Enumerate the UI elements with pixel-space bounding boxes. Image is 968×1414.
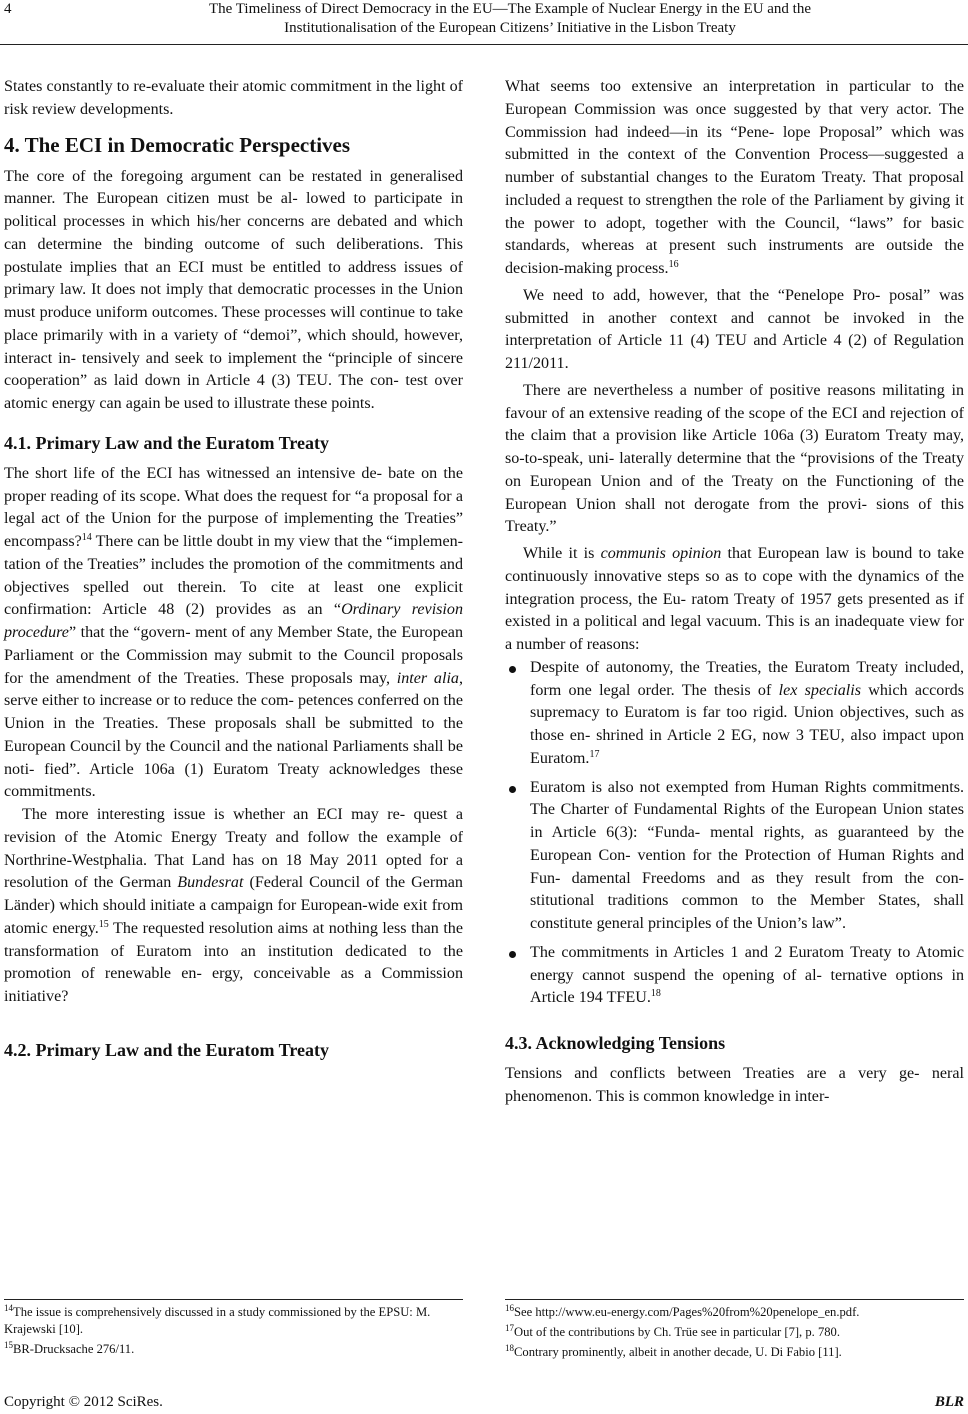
running-title-line-2: Institutionalisation of the European Citizens’ Initiative in the Lisbon Treaty: [284, 19, 736, 36]
list-item: Despite of autonomy, the Treaties, the Euratom Treaty included, form one legal order. The thesis of lex specialis which accords supremacy to Euratom is far too rigid. Union objectives, such as those en- shrined in Article 2 EG, now 3 TEU, also impact upon Euratom.$^{17}$: [505, 657, 964, 771]
bullet-icon: [509, 951, 516, 958]
paragraph-4-1-b: The more interesting issue is whether an ECI may re- quest a revision of the Atomic Energy Treaty and follow the example of Northrine-Westphalia. That Land has on 18 May 2011 opted for a resolution of the German Bundesrat (Federal Council of the German Länder) which should initiate a campaign for European-wide exit from atomic energy.$^{15}$ The requested resolution aims at nothing less than the transformation of Euratom into an institution dedicated to the promotion of renewable en- ergy, conceivable as a Commission initiative?: [4, 806, 463, 1005]
bullet-icon: [509, 666, 516, 673]
footnote-ref-16[interactable]: 16: [668, 259, 679, 270]
paragraph-4-1-a: The short life of the ECI has witnessed an intensive de- bate on the proper reading of its scope. What does the request for “a proposal for a legal act of the Union for the purpose of implementing the Treaties” encompass?$^{14}$ There can be little doubt in my view that the “implemen- tation of the Treaties” includes the promotion of the commitments and objectives spelled out therein. To cite at least one explicit confirmation: Article 48 (2) provides as an “Ordinary revision procedure” that the “govern- ment of any Member State, the European Parliament or the Commission may submit to the Council proposals for the amendment of the Treaties. These proposals may, inter alia, serve either to increase or to reduce the com- petences conferred on the Union in the Treaties. These proposals shall be submitted to the European Council by the Council and the national Parliaments shall be noti- fied”. Article 106a (1) Euratom Treaty acknowledges these commitments.: [4, 464, 463, 801]
footnote-14: $^{14}$The issue is comprehensively discussed in a study commissioned by the EPSU: M. Krajewski [10].: [4, 1303, 431, 1336]
footnote-17: $^{17}$Out of the contributions by Ch. Trüe see in particular [7], p. 780.: [505, 1323, 840, 1339]
footnote-15: $^{15}$BR-Drucksache 276/11.: [4, 1340, 135, 1356]
footnote-divider: [505, 1299, 964, 1300]
copyright-notice: Copyright © 2012 SciRes.: [4, 1394, 163, 1410]
section-heading-4-2: 4.2. Primary Law and the Euratom Treaty: [4, 1039, 329, 1060]
footnote-18: $^{18}$Contrary prominently, albeit in another decade, U. Di Fabio [11].: [505, 1343, 842, 1359]
footnote-16: $^{16}$See http://www.eu-energy.com/Pages%20from%20penelope_en.pdf.: [505, 1303, 860, 1319]
page-number: 4: [4, 1, 12, 17]
running-title-line-1: The Timeliness of Direct Democracy in the EU—The Example of Nuclear Energy in the EU and the: [208, 1, 812, 17]
running-title: [110, 0, 910, 37]
footnote-divider: [4, 1299, 463, 1300]
paragraph-right-d: While it is communis opinion that European law is bound to take continuously innovative steps so as to cope with the dynamics of the integration process, the Eu- ratom Treaty of 1957 gets presented as if existed in a political and legal vacuum. This is an inadequate view for a number of reasons:: [505, 545, 964, 653]
paragraph-right-a: What seems too extensive an interpretation in particular to the European Commission was once suggested by that very actor. The Commission had indeed—in its “Pene- lope Proposal” which was submitted in the context of the Convention Process—suggested a number of substantial changes to the Euratom Treaty. That proposal included a request to strengthen the role of the Parliament by giving it the power to adopt, together with the Council, “laws” for basic standards, whereas at present such instruments are outside the decision-making process.$^{16}$: [505, 78, 964, 277]
list-item: Euratom is also not exempted from Human Rights commitments. The Charter of Fundamental Rights of the European Union states in Article 6(3): “Funda- mental rights, as guaranteed by the European Con- vention for the Protection of Human Rights and Fun- damental Freedoms and as they result from the con- stitutional traditions common to the Member States, shall constitute general principles of the Union’s law”.: [505, 777, 964, 936]
page-header: [0, 0, 968, 46]
reasons-list: [505, 657, 964, 1010]
footnotes-right: [505, 1299, 964, 1364]
bullet-icon: [509, 786, 516, 793]
footnote-ref-17[interactable]: 17: [589, 748, 600, 760]
page-footer: [0, 1394, 968, 1414]
left-column: [4, 76, 463, 1070]
journal-abbreviation: BLR: [934, 1394, 964, 1410]
paragraph-right-b: We need to add, however, that the “Penelope Pro- posal” was submitted in another context and cannot be invoked in the interpretation of Article 11 (4) TEU and Article 4 (2) of Regulation 211/2011.: [505, 286, 964, 372]
paragraph-section-4: The core of the foregoing argument can be restated in generalised manner. The European citizen must be al- lowed to participate in political processes in which his/her concerns are debated and which can determine the binding outcome of such deliberations. This postulate implies that an ECI must be entitled to address issues of primary law. It does not imply that democratic processes in the Union must produce uniform outcomes. These processes will continue to take place primarily with in a variety of “demoi”, which should, however, interact in- tensively and seek to implement the “principle of sincere cooperation” as laid down in Article 4 (3) TEU. The con- test over atomic energy can again be used to illustrate these points.: [4, 167, 463, 412]
footnote-16-link[interactable]: See http://www.eu-energy.com/Pages%20from%20penelope_en.pdf.: [514, 1305, 860, 1319]
footnote-ref-14[interactable]: 14: [81, 532, 92, 543]
section-heading-4-3: 4.3. Acknowledging Tensions: [505, 1033, 726, 1053]
footnotes-left: [4, 1299, 463, 1361]
list-item: The commitments in Articles 1 and 2 Euratom Treaty to Atomic energy cannot suspend the opening of al- ternative options in Article 194 TFEU.$^{18}$: [505, 942, 964, 1010]
right-column: [505, 76, 964, 1109]
section-heading-4: 4. The ECI in Democratic Perspectives: [4, 132, 351, 157]
paragraph-right-e: Tensions and conflicts between Treaties are a very ge- neral phenomenon. This is common knowledge in inter-: [505, 1065, 964, 1105]
paragraph-intro: States constantly to re-evaluate their atomic commitment in the light of risk review developments.: [4, 78, 463, 118]
section-heading-4-1: 4.1. Primary Law and the Euratom Treaty: [4, 432, 329, 453]
paragraph-right-c: There are nevertheless a number of positive reasons militating in favour of an extensive reading of the scope of the ECI and rejection of the claim that a provision like Article 106a (3) Euratom Treaty may, so-to-speak, uni- laterally determine that the “provisions of the Treaty on European Union and of the Treaty on the Functioning of the European Union shall not derogate from the provi- sions of this Treaty.”: [505, 381, 964, 536]
footnote-ref-15[interactable]: 15: [98, 918, 109, 930]
footnote-ref-18[interactable]: 18: [650, 988, 661, 1000]
header-divider: [0, 44, 968, 45]
